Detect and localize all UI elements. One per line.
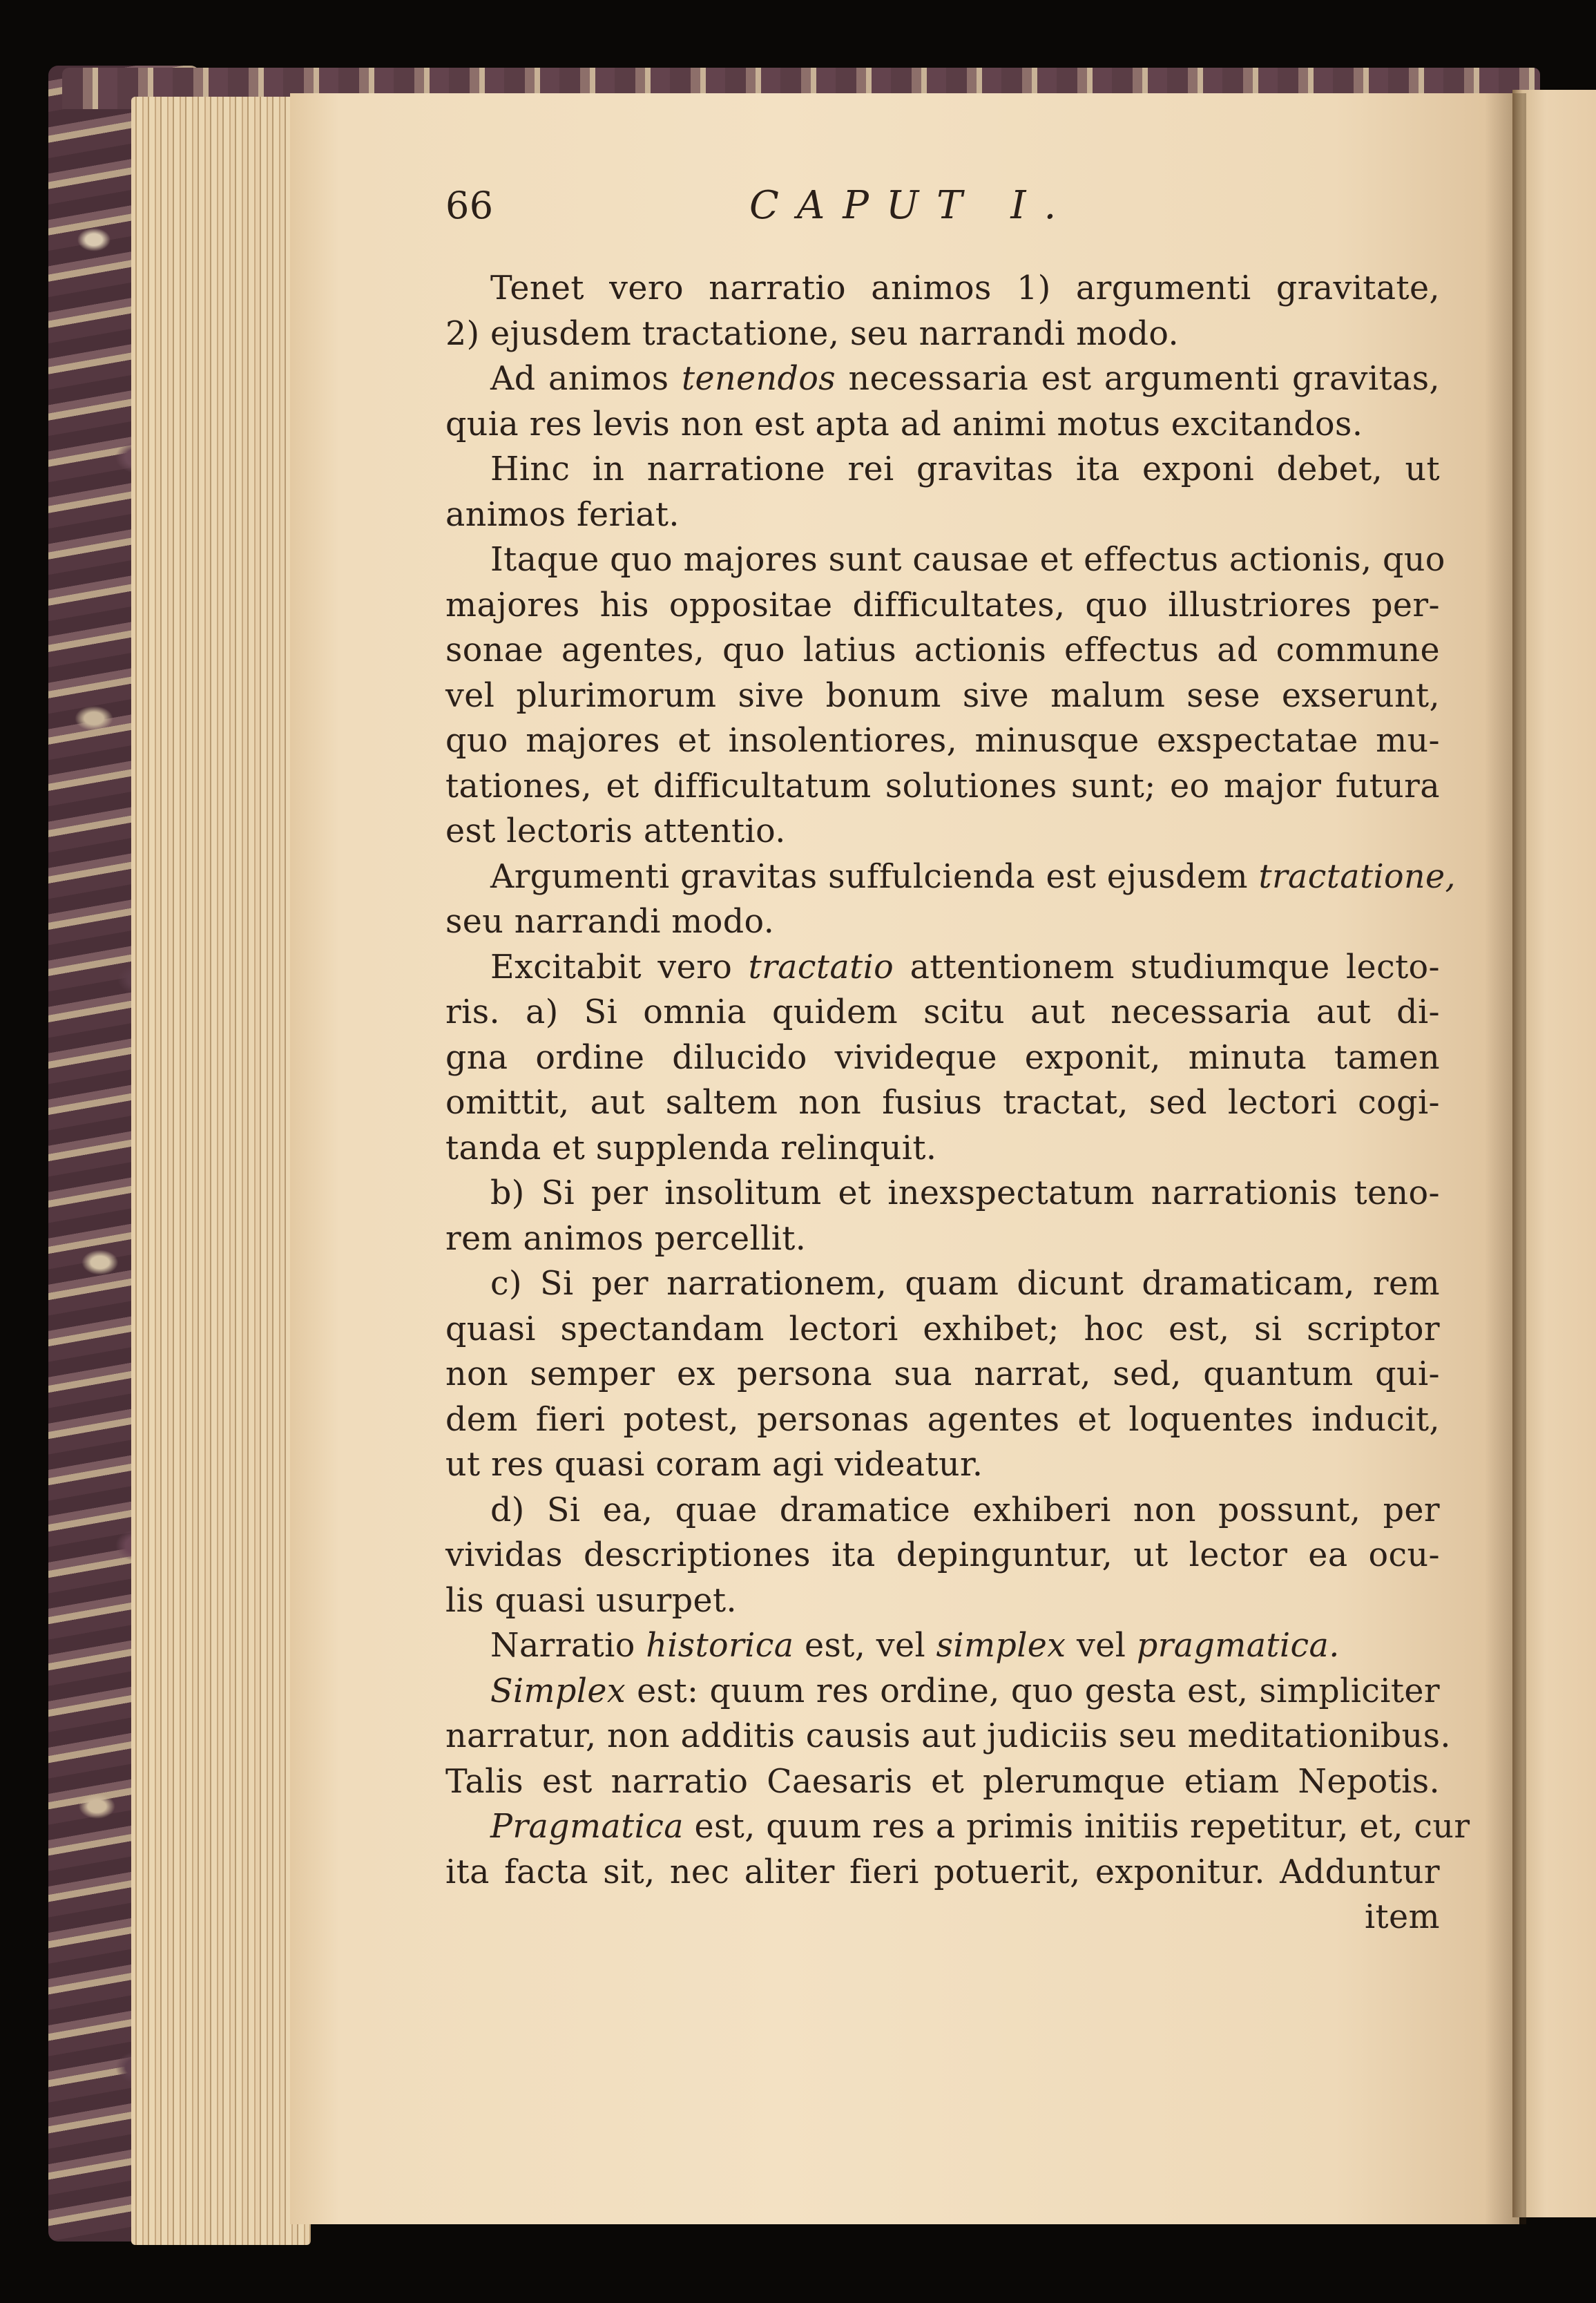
text-line: gna ordine dilucido vivideque exponit, minuta tamen bbox=[445, 1038, 1440, 1077]
text-line: c) Si per narrationem, quam dicunt dramaticam, rem bbox=[490, 1265, 1440, 1303]
text-line: lis quasi usurpet. bbox=[445, 1581, 738, 1620]
text-line: d) Si ea, quae dramatice exhiberi non possunt, per bbox=[490, 1491, 1440, 1529]
text-run: attentionem studiumque lecto- bbox=[894, 948, 1441, 986]
text-line bbox=[445, 945, 1440, 991]
text-run: est, quum res a primis initiis repetitur, et, cur bbox=[683, 1808, 1470, 1846]
text-run: necessaria est argumenti gravitas, bbox=[836, 360, 1440, 398]
text-line: sonae agentes, quo latius actionis effectus ad commune bbox=[445, 631, 1440, 669]
text-line bbox=[445, 854, 1456, 900]
italic-term: tenendos bbox=[681, 360, 836, 398]
text-line: tationes, et difficultatum solutiones sunt; eo major futura bbox=[445, 767, 1440, 805]
italic-term: Pragmatica bbox=[490, 1808, 684, 1846]
text-run: Excitabit vero bbox=[490, 948, 749, 986]
italic-term: simplex bbox=[936, 1627, 1066, 1665]
gutter-shadow bbox=[1485, 93, 1526, 2224]
text-line: seu narrandi modo. bbox=[445, 903, 775, 941]
text-line: dem fieri potest, personas agentes et loquentes inducit, bbox=[445, 1400, 1440, 1439]
page-edges bbox=[131, 97, 311, 2245]
page-number: 66 bbox=[445, 184, 494, 227]
text-line: ut res quasi coram agi videatur. bbox=[445, 1446, 983, 1484]
text-line: ita facta sit, nec aliter fieri potuerit, exponitur. Adduntur bbox=[445, 1853, 1440, 1891]
text-line bbox=[445, 1623, 1440, 1669]
text-line: Talis est narratio Caesaris et plerumque etiam Nepotis. bbox=[445, 1762, 1440, 1801]
text-run: est: quum res ordine, quo gesta est, simpliciter bbox=[626, 1672, 1440, 1710]
text-line: omittit, aut saltem non fusius tractat, sed lectori cogi- bbox=[445, 1084, 1440, 1122]
italic-term: pragmatica. bbox=[1136, 1627, 1340, 1665]
text-line: rem animos percellit. bbox=[445, 1219, 807, 1258]
text-line: narratur, non additis causis aut judiciis seu meditationibus. bbox=[445, 1717, 1451, 1755]
text-line: non semper ex persona sua narrat, sed, quantum qui- bbox=[445, 1355, 1440, 1393]
page-header bbox=[445, 183, 1440, 266]
text-line: quo majores et insolentiores, minusque exspectatae mu- bbox=[445, 722, 1440, 760]
text-line: tanda et supplenda relinquit. bbox=[445, 1129, 937, 1167]
text-line: Hinc in narratione rei gravitas ita exponi debet, ut bbox=[490, 450, 1440, 488]
text-line: b) Si per insolitum et inexspectatum narrationis teno- bbox=[490, 1174, 1440, 1212]
text-line bbox=[445, 1669, 1440, 1714]
text-run: Narratio bbox=[490, 1627, 646, 1665]
running-head: CAPUT I. bbox=[749, 183, 1075, 228]
text-line: majores his oppositae difficultates, quo illustriores per- bbox=[445, 586, 1440, 624]
text-line: quasi spectandam lectori exhibet; hoc est, si scriptor bbox=[445, 1310, 1440, 1348]
text-line: Itaque quo majores sunt causae et effectus actionis, quo bbox=[490, 541, 1445, 579]
text-line: ris. a) Si omnia quidem scitu aut necessaria aut di- bbox=[445, 993, 1440, 1031]
body-text bbox=[445, 266, 1470, 1895]
text-line: 2) ejusdem tractatione, seu narrandi modo. bbox=[445, 314, 1180, 353]
italic-term: Simplex bbox=[490, 1672, 626, 1710]
text-run: vel bbox=[1066, 1627, 1137, 1665]
text-line bbox=[445, 356, 1440, 402]
text-run: Argumenti gravitas suffulcienda est ejusdem bbox=[490, 857, 1259, 896]
italic-term: tractatio bbox=[748, 948, 894, 986]
text-line bbox=[445, 1804, 1470, 1850]
text-line: est lectoris attentio. bbox=[445, 812, 786, 850]
text-run: est, vel bbox=[794, 1627, 936, 1665]
text-run: Ad animos bbox=[490, 360, 682, 398]
page-text-block bbox=[445, 183, 1470, 1940]
italic-term: historica bbox=[646, 1627, 794, 1665]
catchword: item bbox=[1364, 1898, 1440, 1936]
text-line: vel plurimorum sive bonum sive malum sese exserunt, bbox=[445, 676, 1440, 715]
text-line: quia res levis non est apta ad animi motus excitandos. bbox=[445, 405, 1363, 443]
text-line: Tenet vero narratio animos 1) argumenti gravitate, bbox=[490, 269, 1440, 307]
text-line: animos feriat. bbox=[445, 495, 680, 534]
italic-term: tractatione, bbox=[1258, 857, 1456, 896]
text-line: vividas descriptiones ita depinguntur, ut lector ea ocu- bbox=[445, 1536, 1440, 1574]
